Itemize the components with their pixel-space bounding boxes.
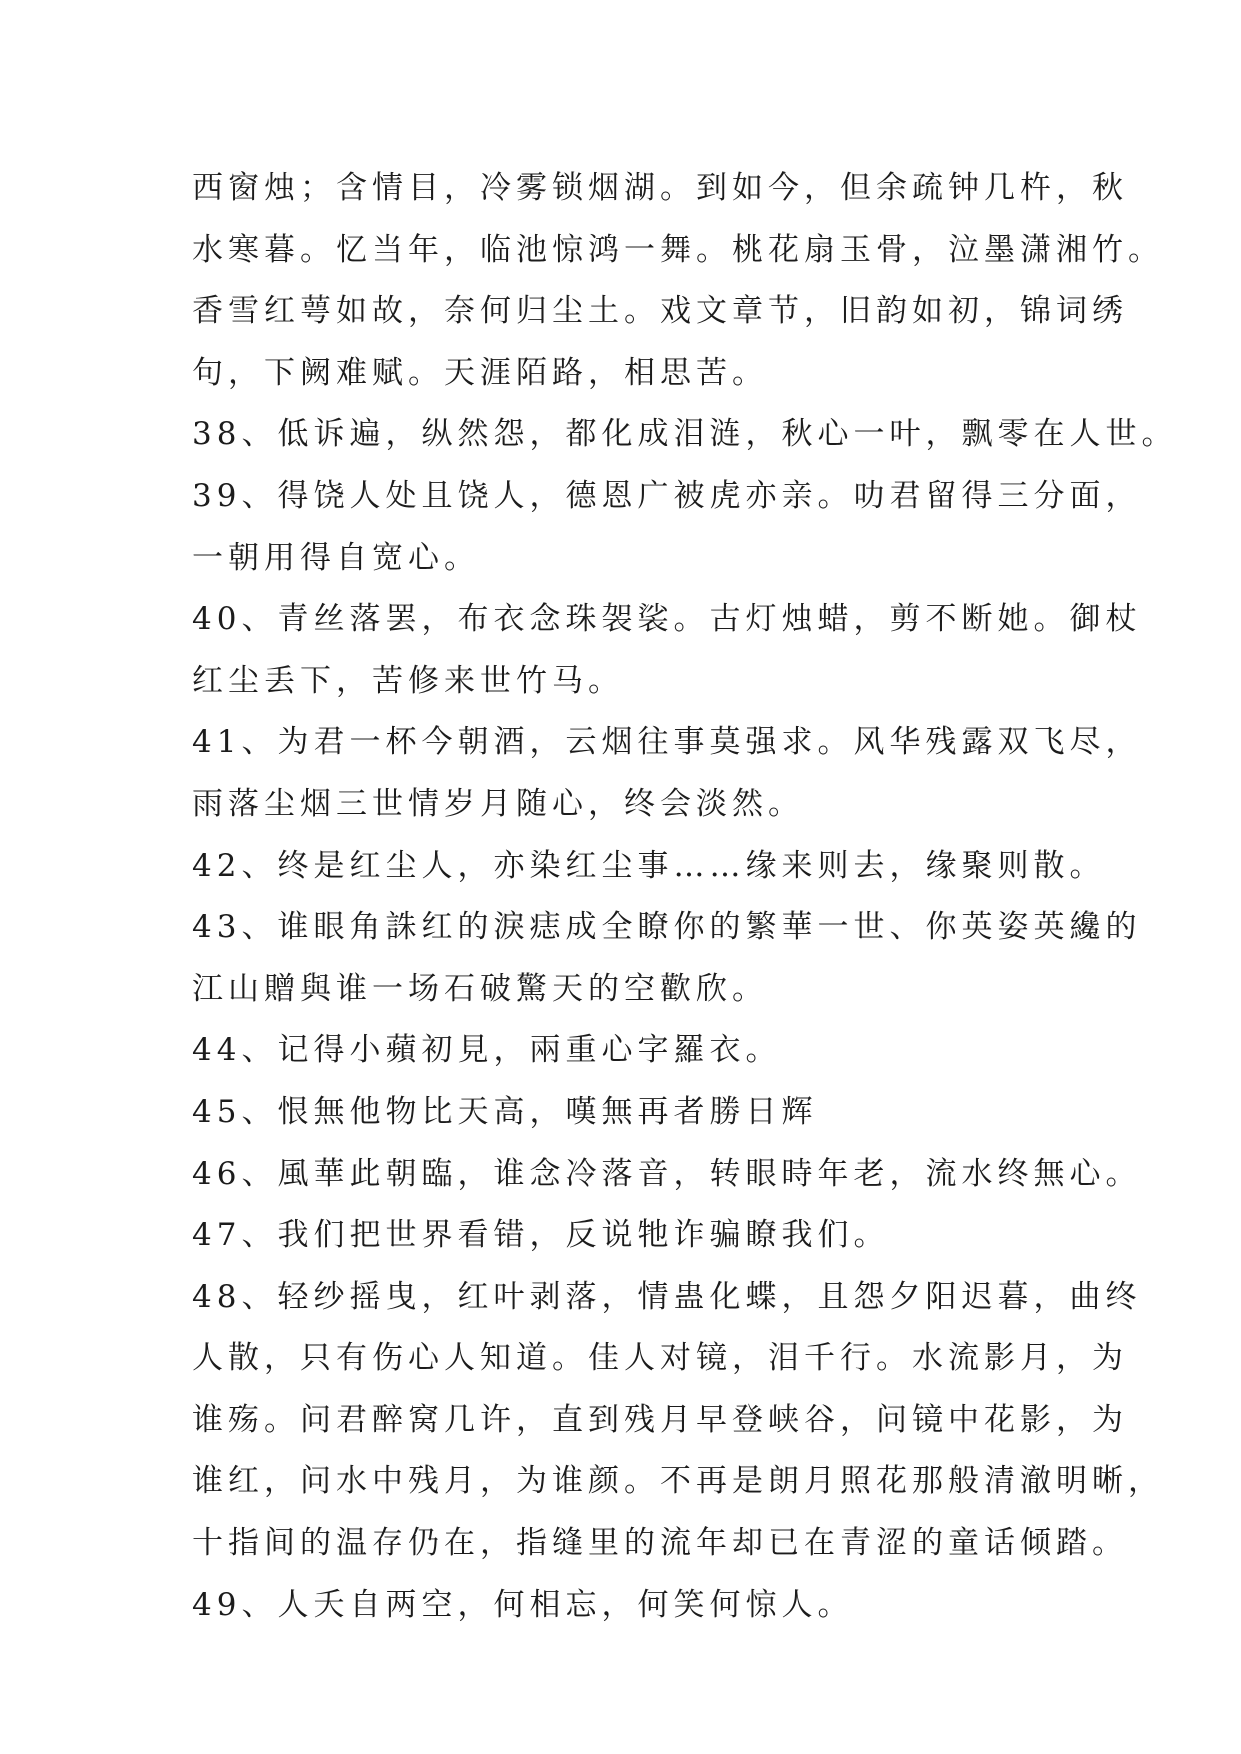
- text-line: 红尘丢下，苦修来世竹马。: [192, 662, 624, 699]
- text-line: 人散，只有伤心人知道。佳人对镜，泪千行。水流影月，为: [192, 1340, 1128, 1377]
- text-line: 水寒暮。忆当年，临池惊鸿一舞。桃花扇玉骨，泣墨潇湘竹。: [192, 231, 1164, 268]
- text-line: 41、为君一杯今朝酒，云烟往事莫强求。风华残露双飞尽，: [192, 724, 1142, 761]
- text-line: 香雪红萼如故，奈何归尘土。戏文章节，旧韵如初，锦词绣: [192, 293, 1128, 330]
- text-line: 十指间的温存仍在，指缝里的流年却已在青涩的童话倾踏。: [192, 1525, 1128, 1562]
- text-line: 43、谁眼角誅红的淚痣成全瞭你的繁華一世、你英姿英纔的: [192, 909, 1142, 946]
- text-line: 江山贈與谁一场石破驚天的空歡欣。: [192, 970, 768, 1007]
- text-line: 48、轻纱摇曳，红叶剥落，情蛊化蝶，且怨夕阳迟暮，曲终: [192, 1278, 1142, 1315]
- text-line: 46、風華此朝臨，谁念冷落音，转眼時年老，流水终無心。: [192, 1155, 1142, 1192]
- text-line: 39、得饶人处且饶人，德恩广被虎亦亲。叻君留得三分面，: [192, 477, 1142, 514]
- text-line: 38、低诉遍，纵然怨，都化成泪涟，秋心一叶，飘零在人世。: [192, 416, 1178, 453]
- text-line: 西窗烛；含情目，冷雾锁烟湖。到如今，但余疏钟几杵，秋: [192, 170, 1128, 206]
- text-line: 44、记得小蘋初見，兩重心字羅衣。: [192, 1032, 782, 1069]
- text-line: 47、我们把世界看错，反说牠诈骗瞭我们。: [192, 1217, 890, 1254]
- text-line: 句，下阙难赋。天涯陌路，相思苦。: [192, 354, 768, 391]
- text-line: 49、人夭自两空，何相忘，何笑何惊人。: [192, 1586, 854, 1623]
- text-line: 45、恨無他物比天高，嘆無再者勝日辉: [192, 1093, 818, 1130]
- text-line: 雨落尘烟三世情岁月随心，终会淡然。: [192, 785, 804, 822]
- text-line: 谁殇。问君醉窝几许，直到残月早登峡谷，问镜中花影，为: [192, 1401, 1128, 1438]
- document-body: [192, 158, 1178, 1636]
- text-line: 谁红，问水中残月，为谁颜。不再是朗月照花那般清澈明晰，: [192, 1463, 1164, 1500]
- text-line: 一朝用得自宽心。: [192, 539, 480, 576]
- text-line: 42、终是红尘人，亦染红尘事……缘来则去，缘聚则散。: [192, 847, 1106, 884]
- text-line: 40、青丝落罢，布衣念珠袈裟。古灯烛蜡，剪不断她。御杖: [192, 601, 1142, 638]
